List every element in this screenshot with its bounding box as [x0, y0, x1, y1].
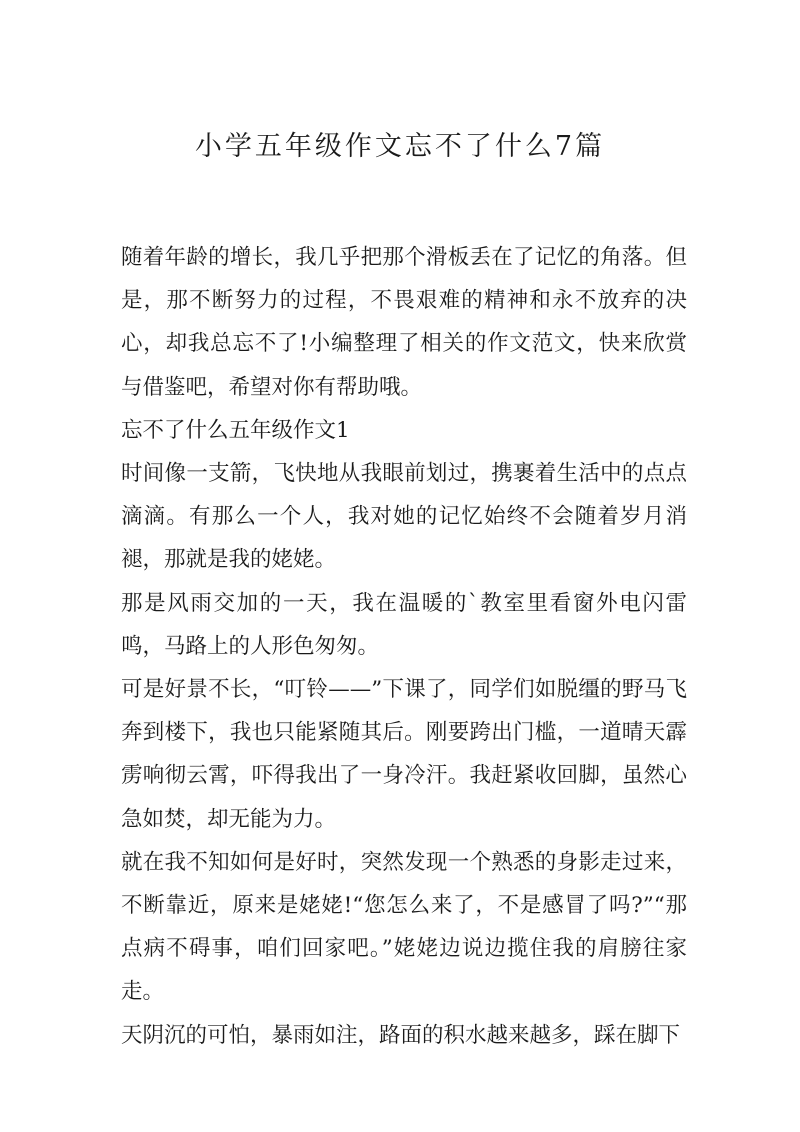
intro-paragraph: 随着年龄的增长，我几乎把那个滑板丢在了记忆的角落。但是，那不断努力的过程，不畏艰难的精神和永不放弃的决心，却我总忘不了!小编整理了相关的作文范文，快来欣赏与借鉴吧，希望对你有帮助哦。 — [121, 245, 687, 400]
section-heading: 忘不了什么五年级作文1 — [121, 417, 350, 443]
body-paragraph: 可是好景不长，“叮铃——”下课了，同学们如脱缰的野马飞奔到楼下，我也只能紧随其后。刚要跨出门槛，一道晴天霹雳响彻云霄，吓得我出了一身冷汗。我赶紧收回脚，虽然心急如焚，却无能为力。 — [121, 677, 687, 832]
document-body — [121, 236, 687, 1057]
document-title: 小学五年级作文忘不了什么7篇 — [194, 131, 606, 162]
body-paragraph: 天阴沉的可怕，暴雨如注，路面的积水越来越多，踩在脚下 — [121, 1022, 681, 1048]
body-paragraph: 那是风雨交加的一天，我在温暖的`教室里看窗外电闪雷鸣，马路上的人形色匆匆。 — [121, 590, 687, 659]
body-paragraph: 就在我不知如何是好时，突然发现一个熟悉的身影走过来，不断靠近，原来是姥姥!“您怎么来了，不是感冒了吗?”“那点病不碍事，咱们回家吧。”姥姥边说边揽住我的肩膀往家走。 — [121, 849, 687, 1005]
body-paragraph: 时间像一支箭，飞快地从我眼前划过，携裹着生活中的点点滴滴。有那么一个人，我对她的记忆始终不会随着岁月消褪，那就是我的姥姥。 — [121, 461, 687, 573]
